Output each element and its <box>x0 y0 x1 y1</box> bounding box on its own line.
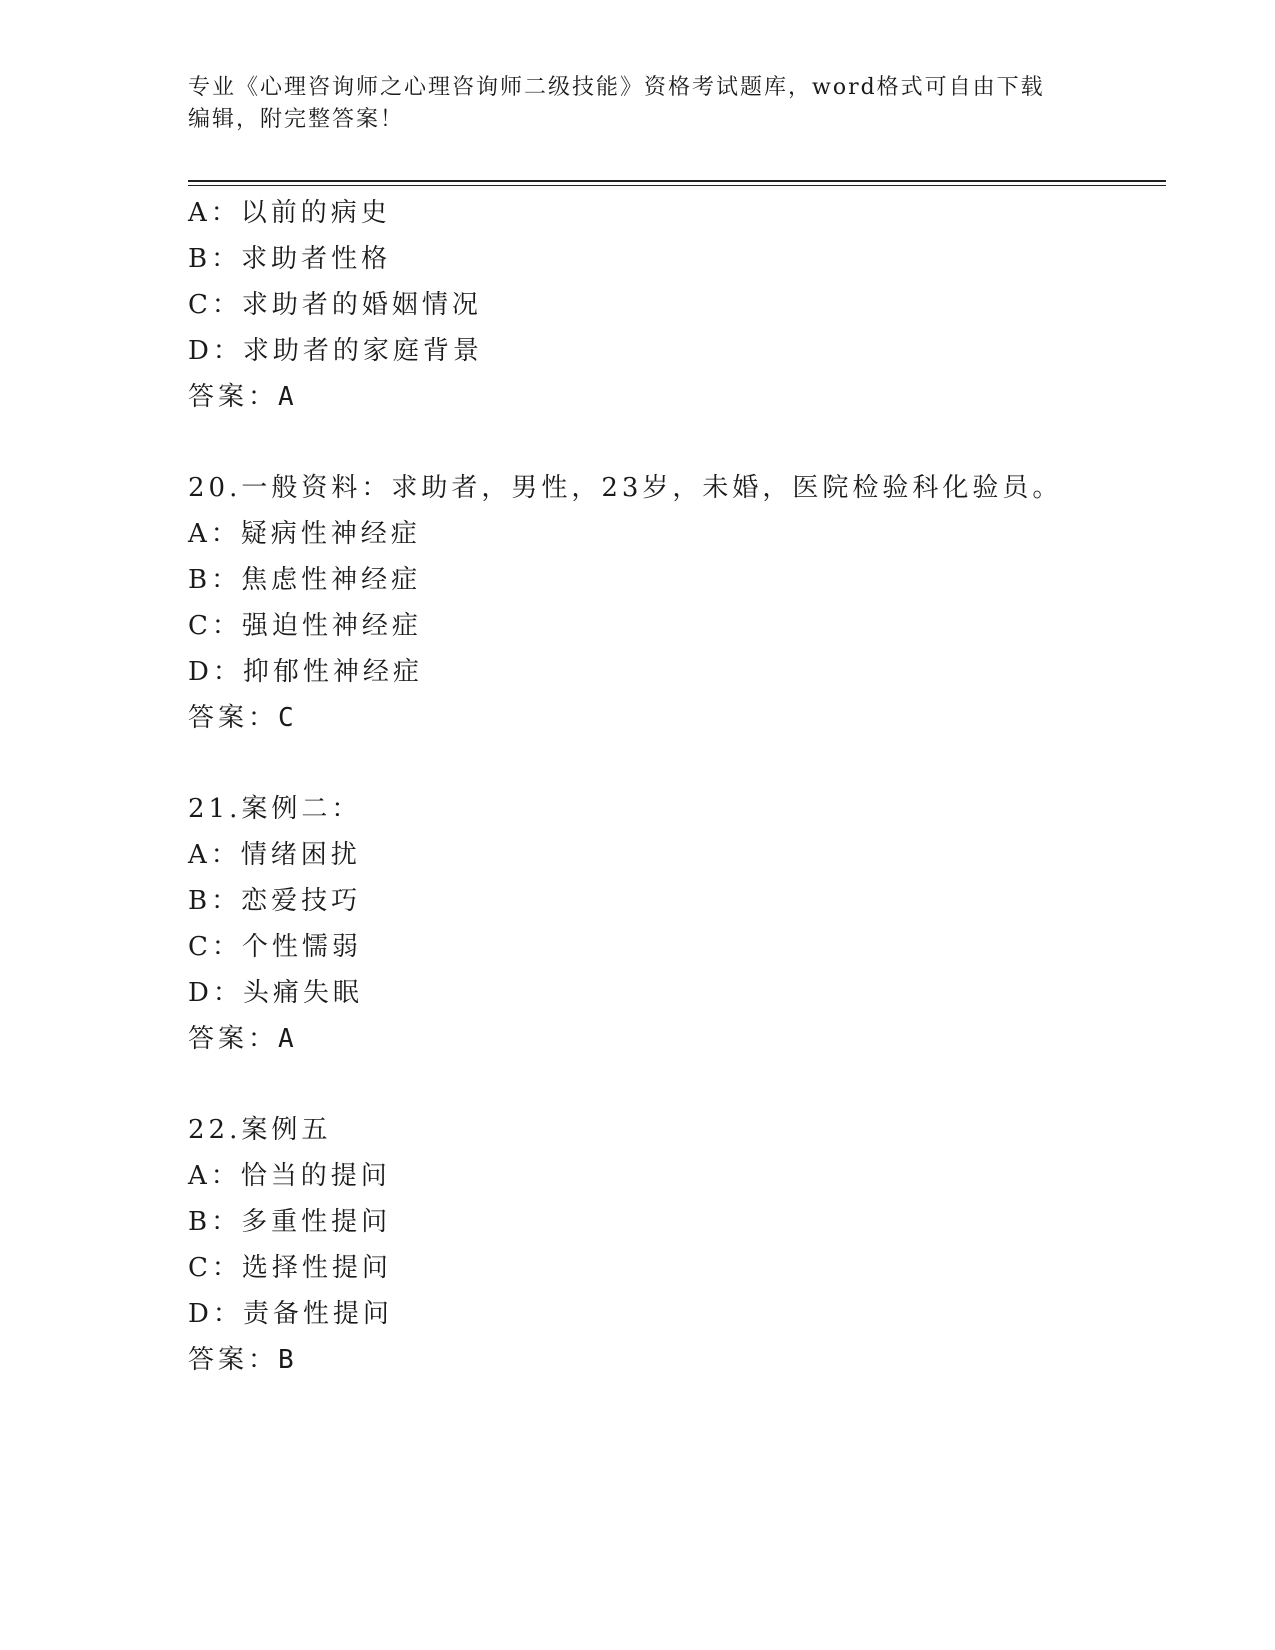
header-divider-thick <box>188 180 1166 182</box>
question-block <box>188 786 1168 1062</box>
option-c: C：求助者的婚姻情况 <box>188 290 482 320</box>
answer: 答案：B <box>188 1345 298 1375</box>
question-text: 22.案例五 <box>188 1115 332 1145</box>
header-line-2: 编辑，附完整答案！ <box>188 107 405 132</box>
option-c: C：个性懦弱 <box>188 932 362 962</box>
option-a: A：以前的病史 <box>188 198 391 228</box>
spacer <box>188 741 1168 786</box>
question-text: 21.案例二： <box>188 794 362 824</box>
option-c: C：强迫性神经症 <box>188 611 422 641</box>
spacer <box>188 1062 1168 1107</box>
spacer <box>188 420 1168 465</box>
option-b: B：焦虑性神经症 <box>188 565 422 595</box>
answer: 答案：A <box>188 1024 298 1054</box>
option-d: D：求助者的家庭背景 <box>188 336 483 366</box>
option-a: A：恰当的提问 <box>188 1161 391 1191</box>
option-d: D：抑郁性神经症 <box>188 657 423 687</box>
option-b: B：求助者性格 <box>188 244 392 274</box>
header-line-1: 专业《心理咨询师之心理咨询师二级技能》资格考试题库，word格式可自由下载 <box>188 75 1045 100</box>
option-d: D：头痛失眠 <box>188 978 363 1008</box>
option-d: D：责备性提问 <box>188 1299 393 1329</box>
question-list <box>188 190 1168 1383</box>
option-a: A：情绪困扰 <box>188 840 361 870</box>
header-divider-thin <box>188 185 1166 186</box>
option-c: C：选择性提问 <box>188 1253 392 1283</box>
question-block <box>188 465 1168 741</box>
document-header <box>188 72 1088 136</box>
question-block <box>188 1107 1168 1383</box>
option-b: B：多重性提问 <box>188 1207 392 1237</box>
option-a: A：疑病性神经症 <box>188 519 421 549</box>
question-text: 20.一般资料：求助者，男性，23岁，未婚，医院检验科化验员。 <box>188 473 1063 503</box>
answer: 答案：A <box>188 382 298 412</box>
option-b: B：恋爱技巧 <box>188 886 362 916</box>
answer: 答案：C <box>188 703 298 733</box>
question-block <box>188 190 1168 420</box>
